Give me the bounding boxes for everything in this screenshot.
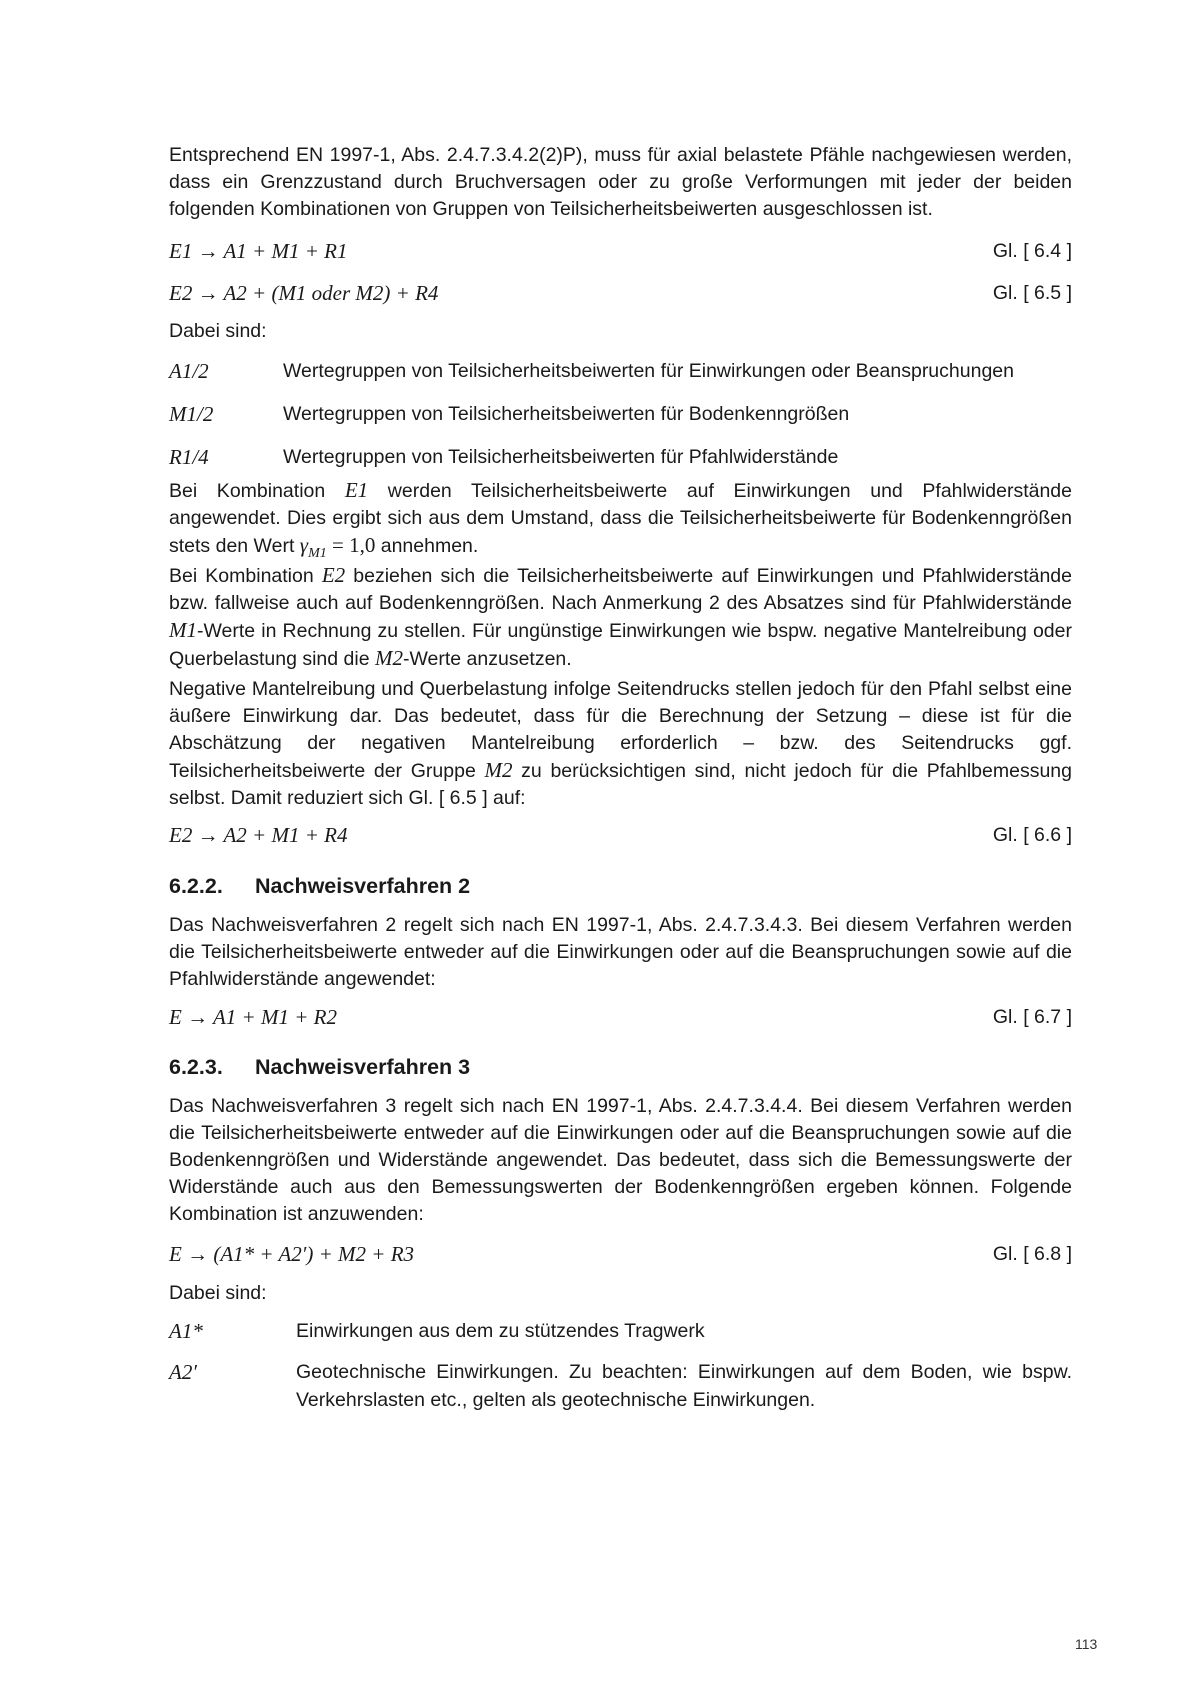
equation-6-6 (169, 820, 1072, 850)
section-heading-6-2-2 (169, 871, 470, 901)
equation-formula: E2 → A2 + (M1 oder M2) + R4 (169, 281, 439, 305)
paragraph-nachweisverfahren-2: Das Nachweisverfahren 2 regelt sich nach EN 1997-1, Abs. 2.4.7.3.4.3. Bei diesem Verfahren werden die Teilsicherheitsbeiwerte entweder auf die Einwirkungen oder auf die Beanspruchungen sowie auf die Pfahlwiderstände angewendet: (169, 914, 1072, 990)
definition-text: Wertegruppen von Teilsicherheitsbeiwerten für Bodenkenngrößen (283, 403, 850, 425)
definition-symbol: R1/4 (169, 445, 209, 469)
paragraph-kombination-e2 (169, 562, 1072, 673)
paragraph-nachweisverfahren-3: Das Nachweisverfahren 3 regelt sich nach EN 1997-1, Abs. 2.4.7.3.4.4. Bei diesem Verfahren werden die Teilsicherheitsbeiwerte entweder auf die Einwirkungen oder auf die Beanspruchungen sowie auf die Bodenkenngrößen und Widerstände angewendet. Das bedeutet, dass sich die Bemessungswerte der Widerstände auch aus den Bemessungswerten der Bodenkenngrößen ergeben können. Folgende Kombination ist anzuwenden: (169, 1095, 1072, 1225)
definition-text: Wertegruppen von Teilsicherheitsbeiwerten für Pfahlwiderstände (283, 446, 839, 468)
text-run: zu berücksichtigen sind, nicht jedoch für die Pfahlbemessung selbst. Damit reduziert sich Gl. [ 6.5 ] auf: (169, 760, 1072, 809)
equation-label: Gl. [ 6.6 ] (992, 824, 1072, 846)
math-symbol: γ (299, 533, 309, 557)
math-symbol: M2 (374, 646, 403, 670)
math-symbol: M2 (484, 758, 513, 782)
text-run: Negative Mantelreibung und Querbelastung infolge Seitendrucks stellen jedoch für den Pfahl selbst eine äußere Einwirkung dar. Das bedeutet, dass für die Berechnung der Setzung – diese ist für die Abschätzung der negativen Mantelreibung erforderlich – bzw. des Seitendrucks ggf. Teilsicherheitsbeiwerte der Gruppe (169, 678, 1072, 782)
text-run: -Werte in Rechnung zu stellen. Für ungünstige Einwirkungen wie bspw. negative Mantelreibung oder Querbelastung sind die (169, 620, 1072, 670)
text-run: werden Teilsicherheitsbeiwerte auf Einwirkungen und Pfahlwiderstände angewendet. Dies ergibt sich aus dem Umstand, dass die Teilsicherheitsbeiwerte für Bodenkenngrößen stets den Wert (169, 480, 1072, 557)
paragraph-intro: Entsprechend EN 1997-1, Abs. 2.4.7.3.4.2(2)P), muss für axial belastete Pfähle nachgewiesen werden, dass ein Grenzzustand durch Bruchversagen oder zu große Verformungen mit jeder der beiden folgenden Kombinationen von Gruppen von Teilsicherheitsbeiwerten ausgeschlossen ist. (169, 144, 1072, 220)
equation-label: Gl. [ 6.4 ] (992, 240, 1072, 262)
equation-label: Gl. [ 6.5 ] (992, 282, 1072, 304)
section-heading-6-2-3 (169, 1052, 470, 1082)
page-number: 113 (1075, 1636, 1098, 1652)
math-subscript: M1 (308, 545, 327, 561)
section-number: 6.2.3. (169, 1055, 223, 1079)
paragraph-kombination-e1 (169, 477, 1072, 567)
dabei-sind-label: Dabei sind: (169, 1282, 267, 1304)
equation-label: Gl. [ 6.7 ] (992, 1006, 1072, 1028)
math-symbol: M1 (169, 618, 197, 642)
definition-symbol: A2′ (169, 1360, 197, 1384)
equation-6-7 (169, 1002, 1072, 1032)
definition-text: Einwirkungen aus dem zu stützendes Tragwerk (296, 1320, 705, 1342)
section-title: Nachweisverfahren 2 (255, 874, 471, 898)
math-symbol: E2 (321, 563, 346, 587)
definition-text: Geotechnische Einwirkungen. Zu beachten: Einwirkungen auf dem Boden, wie bspw. Verkehrslasten etc., gelten als geotechnische Einwirkungen. (296, 1361, 1072, 1411)
definition-text: Wertegruppen von Teilsicherheitsbeiwerten für Einwirkungen oder Beanspruchungen (283, 360, 1014, 382)
text-run: beziehen sich die Teilsicherheitsbeiwerte auf Einwirkungen und Pfahlwiderstände bzw. fallweise auch auf Bodenkenngrößen. Nach Anmerkung 2 des Absatzes sind für Pfahlwiderstände (169, 565, 1072, 614)
section-number: 6.2.2. (169, 874, 223, 898)
definition-symbol: A1/2 (169, 359, 209, 383)
math-value: = 1,0 (326, 533, 376, 557)
equation-formula: E → (A1* + A2′) + M2 + R3 (169, 1242, 415, 1266)
paragraph-mantelreibung (169, 676, 1072, 812)
section-title: Nachweisverfahren 3 (255, 1055, 471, 1079)
definition-symbol: A1* (169, 1319, 203, 1343)
text-run: Bei Kombination (169, 480, 345, 502)
equation-formula: E → A1 + M1 + R2 (169, 1005, 337, 1029)
dabei-sind-label: Dabei sind: (169, 320, 267, 342)
equation-6-4 (169, 236, 1072, 266)
text-run: annehmen. (375, 535, 479, 557)
equation-formula: E2 → A2 + M1 + R4 (169, 823, 348, 847)
text-run: -Werte anzusetzen. (402, 648, 572, 670)
text-run: Bei Kombination (169, 565, 322, 587)
equation-6-8 (169, 1239, 1072, 1269)
equation-6-5 (169, 278, 1072, 308)
equation-formula: E1 → A1 + M1 + R1 (169, 239, 348, 263)
math-symbol: E1 (344, 478, 369, 502)
definition-symbol: M1/2 (169, 402, 214, 426)
equation-label: Gl. [ 6.8 ] (992, 1243, 1072, 1265)
